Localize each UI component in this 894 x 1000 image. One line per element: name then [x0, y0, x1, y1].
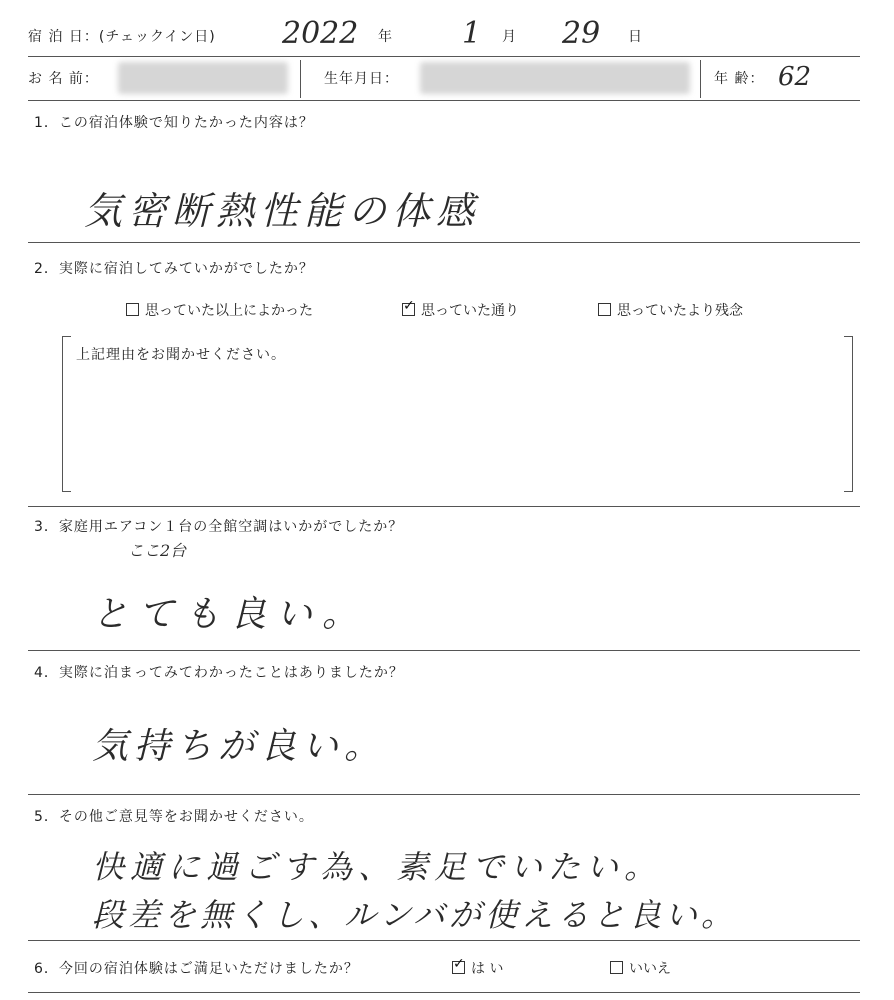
stay-day-value: 29	[562, 16, 601, 51]
q3-rule	[28, 650, 860, 651]
q6-option-no-checkbox[interactable]	[610, 961, 623, 974]
q2-option-1-checkbox[interactable]	[126, 303, 139, 316]
q6-option-no-label: いいえ	[629, 961, 671, 977]
q3-note: ここ2台	[128, 541, 187, 560]
q6-option-yes[interactable]	[452, 958, 503, 978]
age-label: 年 齢：	[714, 71, 765, 87]
stay-day-unit: 日	[628, 29, 643, 45]
stay-month-unit: 月	[502, 29, 517, 45]
header-divider-1	[300, 60, 301, 98]
q4-answer: 気持ちが良い。	[92, 726, 387, 767]
q6-question: 6．今回の宿泊体験はご満足いただけましたか？	[34, 961, 359, 977]
q4-question: 4．実際に泊まってみてわかったことはありましたか？	[34, 665, 404, 681]
q6-option-yes-label: は い	[471, 961, 504, 977]
birthdate-redacted	[420, 62, 690, 94]
header-rule-1	[28, 56, 860, 57]
q1-answer: 気密断熱性能の体感	[84, 189, 481, 233]
q2-reason-prompt: 上記理由をお聞かせください。	[76, 347, 286, 363]
stay-month-value: 1	[462, 16, 482, 51]
name-redacted	[118, 62, 288, 94]
birthdate-label: 生年月日：	[324, 71, 399, 87]
q5-answer-line-2: 段差を無くし、ルンバが使えると良い。	[92, 896, 737, 934]
q2-option-2-checkbox[interactable]	[402, 303, 415, 316]
q5-rule	[28, 940, 860, 941]
age-value: 62	[778, 62, 812, 92]
q2-question: 2．実際に宿泊してみていかがでしたか？	[34, 261, 314, 277]
q3-answer: とても良い。	[92, 594, 369, 635]
q5-answer-line-1: 快適に過ごす為、素足でいたい。	[92, 848, 663, 886]
q2-option-2[interactable]	[402, 300, 519, 320]
q2-option-1-label: 思っていた以上によかった	[145, 303, 313, 319]
header-divider-2	[700, 60, 701, 98]
q1-question: 1．この宿泊体験で知りたかった内容は？	[34, 115, 314, 131]
q5-question: 5．その他ご意見等をお聞かせください。	[34, 809, 314, 825]
q2-rule	[28, 506, 860, 507]
q3-question: 3．家庭用エアコン１台の全館空調はいかがでしたか？	[34, 519, 404, 535]
name-label: お 名 前：	[28, 71, 99, 87]
q1-rule	[28, 242, 860, 243]
q2-option-1[interactable]	[126, 300, 313, 320]
q2-reason-bracket-right	[844, 336, 853, 492]
stay-date-label: 宿 泊 日：(チェックイン日)	[28, 29, 216, 45]
q6-rule	[28, 992, 860, 993]
stay-year-value: 2022	[282, 16, 359, 51]
header-rule-2	[28, 100, 860, 101]
q4-rule	[28, 794, 860, 795]
q6-option-no[interactable]	[610, 958, 671, 978]
q2-option-3-label: 思っていたより残念	[617, 303, 743, 319]
stay-year-unit: 年	[378, 29, 393, 45]
q2-option-3-checkbox[interactable]	[598, 303, 611, 316]
q2-option-3[interactable]	[598, 300, 743, 320]
q2-reason-bracket-left	[62, 336, 71, 492]
q6-option-yes-checkbox[interactable]	[452, 961, 465, 974]
q2-option-2-label: 思っていた通り	[421, 303, 519, 319]
